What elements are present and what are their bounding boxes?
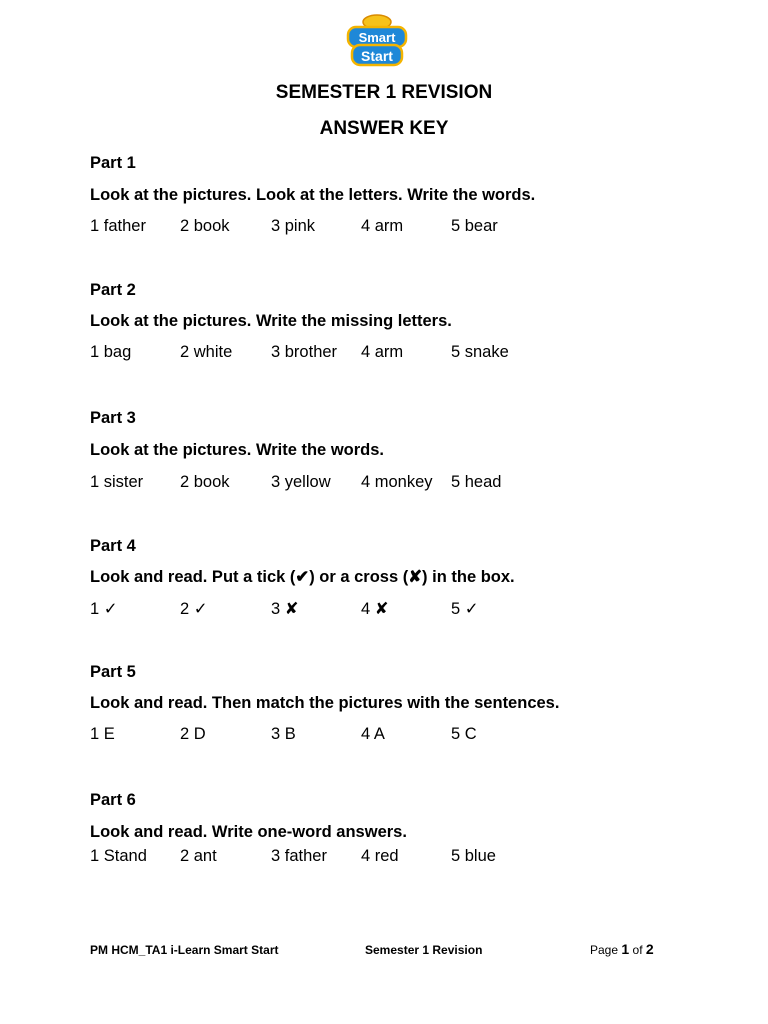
- answer-item: 4 arm: [361, 217, 404, 235]
- footer-page-number: [590, 941, 654, 957]
- page-of: of: [632, 943, 643, 957]
- part-1-instruction: Look at the pictures. Look at the letters. Write the words.: [90, 186, 536, 204]
- answer-item: 5 head: [451, 473, 502, 491]
- answer-item: 4 monkey: [361, 473, 433, 491]
- part-2-label: Part 2: [90, 281, 136, 299]
- smart-start-logo: [344, 13, 410, 71]
- answer-item: 1 bag: [90, 343, 132, 361]
- answer-item: 1 father: [90, 217, 146, 235]
- answer-item: 3 B: [271, 725, 296, 743]
- answer-item: 5 blue: [451, 847, 496, 865]
- logo-text-bottom: Start: [361, 48, 393, 64]
- part-4-instruction: Look and read. Put a tick (✔) or a cross (✘) in the box.: [90, 568, 515, 586]
- part-5-label: Part 5: [90, 663, 136, 681]
- page-total: 2: [645, 941, 654, 957]
- answer-item: 2 ant: [180, 847, 217, 865]
- part-3-label: Part 3: [90, 409, 136, 427]
- answer-item: 4 ✘: [361, 600, 389, 618]
- answer-item: 4 arm: [361, 343, 404, 361]
- answer-item: 1 ✓: [90, 600, 118, 618]
- answer-item: 5 C: [451, 725, 477, 743]
- answer-item: 3 pink: [271, 217, 316, 235]
- answer-item: 1 Stand: [90, 847, 147, 865]
- part-5-instruction: Look and read. Then match the pictures with the sentences.: [90, 694, 560, 712]
- footer-center: Semester 1 Revision: [365, 943, 483, 957]
- answer-item: 2 book: [180, 217, 230, 235]
- answer-item: 4 A: [361, 725, 385, 743]
- answer-item: 3 ✘: [271, 600, 299, 618]
- page-subtitle: ANSWER KEY: [319, 118, 449, 139]
- page-title: SEMESTER 1 REVISION: [275, 82, 493, 103]
- footer-left: PM HCM_TA1 i-Learn Smart Start: [90, 943, 279, 957]
- part-2-instruction: Look at the pictures. Write the missing letters.: [90, 312, 452, 330]
- answer-item: 3 brother: [271, 343, 338, 361]
- answer-item: 4 red: [361, 847, 399, 865]
- answer-item: 2 white: [180, 343, 233, 361]
- page-word: Page: [590, 943, 619, 957]
- answer-item: 5 ✓: [451, 600, 479, 618]
- page-current: 1: [621, 941, 630, 957]
- answer-item: 1 E: [90, 725, 115, 743]
- answer-item: 2 book: [180, 473, 230, 491]
- answer-item: 5 bear: [451, 217, 498, 235]
- answer-item: 1 sister: [90, 473, 144, 491]
- answer-item: 3 father: [271, 847, 327, 865]
- answer-item: 5 snake: [451, 343, 509, 361]
- part-6-label: Part 6: [90, 791, 136, 809]
- answer-item: 3 yellow: [271, 473, 331, 491]
- answer-item: 2 D: [180, 725, 206, 743]
- part-3-instruction: Look at the pictures. Write the words.: [90, 441, 384, 459]
- answer-item: 2 ✓: [180, 600, 208, 618]
- part-4-label: Part 4: [90, 537, 136, 555]
- part-6-instruction: Look and read. Write one-word answers.: [90, 823, 407, 841]
- part-1-label: Part 1: [90, 154, 136, 172]
- logo-text-top: Smart: [358, 30, 396, 45]
